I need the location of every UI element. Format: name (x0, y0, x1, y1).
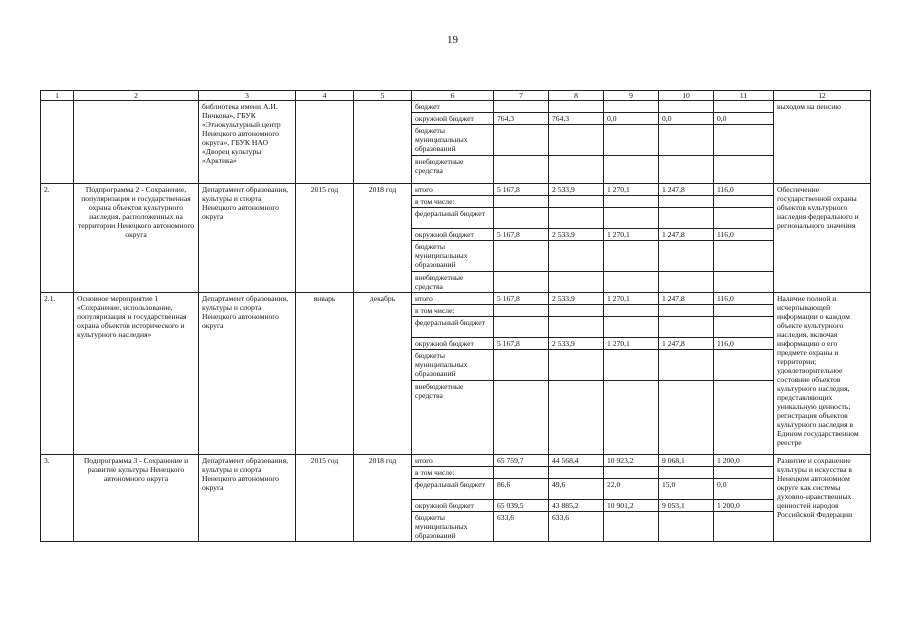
value-cell (494, 241, 549, 272)
value-cell: 1 247,8 (659, 338, 714, 350)
value-cell: 1 270,1 (604, 338, 659, 350)
column-number: 3 (199, 91, 296, 101)
value-cell (659, 512, 714, 542)
value-cell (494, 381, 549, 455)
value-cell (659, 272, 714, 293)
value-cell (714, 350, 774, 381)
value-cell: 86,6 (494, 479, 549, 500)
value-cell: 1 200,0 (714, 500, 774, 512)
row-number: 3. (41, 455, 74, 542)
value-cell: 1 270,1 (604, 229, 659, 241)
value-cell: 1 247,8 (659, 293, 714, 305)
value-cell (659, 467, 714, 479)
executor-cell: Департамент образования, культуры и спорта Ненецкого автономного округа (199, 184, 296, 293)
value-cell (549, 208, 604, 229)
funding-source: в том числе: (412, 467, 494, 479)
value-cell (714, 467, 774, 479)
value-cell (604, 467, 659, 479)
value-cell: 116,0 (714, 184, 774, 196)
value-cell: 10 901,2 (604, 500, 659, 512)
value-cell (604, 101, 659, 113)
value-cell (549, 156, 604, 184)
funding-source: в том числе: (412, 196, 494, 208)
value-cell (659, 317, 714, 338)
start-date: 2015 год (296, 455, 354, 542)
expected-result: выходом на пенсию (774, 101, 871, 184)
value-cell: 44 568,4 (549, 455, 604, 467)
column-number: 11 (714, 91, 774, 101)
value-cell: 1 247,8 (659, 184, 714, 196)
funding-source: бюджеты муниципальных образований (412, 350, 494, 381)
value-cell: 5 167,8 (494, 338, 549, 350)
value-cell (604, 317, 659, 338)
value-cell (604, 208, 659, 229)
value-cell (604, 241, 659, 272)
value-cell (659, 305, 714, 317)
value-cell (714, 305, 774, 317)
value-cell: 15,0 (659, 479, 714, 500)
value-cell (604, 272, 659, 293)
value-cell (549, 196, 604, 208)
value-cell: 1 270,1 (604, 184, 659, 196)
value-cell: 633,6 (494, 512, 549, 542)
end-date: декабрь (354, 293, 412, 455)
funding-source: внебюджетные средства (412, 156, 494, 184)
item-name (74, 101, 199, 184)
value-cell (494, 272, 549, 293)
value-cell: 2 533,9 (549, 184, 604, 196)
value-cell (714, 156, 774, 184)
column-number-row (41, 91, 871, 101)
value-cell: 9 068,1 (659, 455, 714, 467)
value-cell: 5 167,8 (494, 229, 549, 241)
value-cell (494, 350, 549, 381)
column-number: 12 (774, 91, 871, 101)
funding-source: федеральный бюджет (412, 317, 494, 338)
value-cell (549, 125, 604, 156)
value-cell (549, 381, 604, 455)
value-cell (549, 350, 604, 381)
funding-source: бюджеты муниципальных образований (412, 125, 494, 156)
item-name: Подпрограмма 2 - Сохранение, популяризация и государственная охрана объектов культурного наследия, расположенных на территории Ненецкого автономного округа (74, 184, 199, 293)
value-cell: 5 167,8 (494, 293, 549, 305)
funding-source: в том числе: (412, 305, 494, 317)
value-cell (494, 467, 549, 479)
value-cell (604, 512, 659, 542)
column-number: 8 (549, 91, 604, 101)
value-cell: 5 167,8 (494, 184, 549, 196)
value-cell: 65 039,5 (494, 500, 549, 512)
value-cell: 116,0 (714, 338, 774, 350)
value-cell (714, 381, 774, 455)
value-cell (494, 305, 549, 317)
value-cell (604, 156, 659, 184)
end-date: 2018 год (354, 184, 412, 293)
table-row (41, 101, 871, 113)
funding-source: бюджеты муниципальных образований (412, 512, 494, 542)
value-cell (604, 196, 659, 208)
executor-cell: библиотека имени А.И. Пичкова», ГБУК «Этнокультурный центр Ненецкого автономного округа», ГБУК НАО «Дворец культуры «Арктика» (199, 101, 296, 184)
table-row (41, 184, 871, 196)
row-number (41, 101, 74, 184)
value-cell: 49,6 (549, 479, 604, 500)
funding-source: итого (412, 455, 494, 467)
value-cell: 0,0 (604, 113, 659, 125)
value-cell: 2 533,9 (549, 229, 604, 241)
expected-result: Наличие полной и исчерпывающей информации о каждом объекте культурного наследия, включая информацию о его предмете охраны и территории; удовлетворительное состояние объектов культурного наследия, представляющих уникальную ценность; регистрация объектов культурного наследия в Едином государственном реестре (774, 293, 871, 455)
item-name: Основное мероприятие 1 «Сохранение, использование, популяризация и государственная охрана объектов исторического и культурного наследия» (74, 293, 199, 455)
end-date (354, 101, 412, 184)
executor-cell: Департамент образования, культуры и спорта Ненецкого автономного округа (199, 293, 296, 455)
value-cell: 65 759,7 (494, 455, 549, 467)
value-cell (494, 125, 549, 156)
value-cell (659, 381, 714, 455)
value-cell (549, 272, 604, 293)
value-cell: 116,0 (714, 293, 774, 305)
value-cell (494, 317, 549, 338)
value-cell: 10 923,2 (604, 455, 659, 467)
value-cell (659, 241, 714, 272)
column-number: 9 (604, 91, 659, 101)
column-number: 4 (296, 91, 354, 101)
value-cell (659, 125, 714, 156)
column-number: 2 (74, 91, 199, 101)
column-number: 7 (494, 91, 549, 101)
value-cell (659, 101, 714, 113)
value-cell: 1 200,0 (714, 455, 774, 467)
funding-source: федеральный бюджет (412, 479, 494, 500)
item-name: Подпрограмма 3 - Сохранение и развитие культуры Ненецкого автономного округа (74, 455, 199, 542)
start-date (296, 101, 354, 184)
executor-cell: Департамент образования, культуры и спорта Ненецкого автономного округа (199, 455, 296, 542)
value-cell (604, 381, 659, 455)
value-cell (604, 350, 659, 381)
value-cell (494, 196, 549, 208)
funding-source: внебюджетные средства (412, 272, 494, 293)
funding-source: внебюджетные средства (412, 381, 494, 455)
value-cell (714, 317, 774, 338)
value-cell: 43 885,2 (549, 500, 604, 512)
start-date: январь (296, 293, 354, 455)
funding-source: федеральный бюджет (412, 208, 494, 229)
column-number: 5 (354, 91, 412, 101)
funding-source: окружной бюджет (412, 338, 494, 350)
column-number: 6 (412, 91, 494, 101)
row-number: 2.1. (41, 293, 74, 455)
value-cell (494, 101, 549, 113)
value-cell (659, 208, 714, 229)
funding-source: окружной бюджет (412, 500, 494, 512)
funding-source: окружной бюджет (412, 229, 494, 241)
value-cell: 0,0 (659, 113, 714, 125)
column-number: 1 (41, 91, 74, 101)
value-cell: 764,3 (549, 113, 604, 125)
column-number: 10 (659, 91, 714, 101)
value-cell: 116,0 (714, 229, 774, 241)
value-cell (659, 156, 714, 184)
value-cell (714, 101, 774, 113)
value-cell: 9 053,1 (659, 500, 714, 512)
page-number: 19 (447, 34, 458, 46)
value-cell (494, 208, 549, 229)
value-cell (549, 467, 604, 479)
expected-result: Обеспечение государственной охраны объектов культурного наследия федерального и регионального значения (774, 184, 871, 293)
value-cell: 1 270,1 (604, 293, 659, 305)
expected-result: Развитие и сохранение культуры и искусства в Ненецком автономном округе как системы духовно-нравственных ценностей народов Российской Федерации (774, 455, 871, 542)
value-cell (494, 156, 549, 184)
value-cell (604, 305, 659, 317)
value-cell (714, 125, 774, 156)
value-cell: 2 533,9 (549, 293, 604, 305)
funding-source: бюджет (412, 101, 494, 113)
funding-source: бюджеты муниципальных образований (412, 241, 494, 272)
funding-source: итого (412, 184, 494, 196)
value-cell: 633,6 (549, 512, 604, 542)
value-cell: 764,3 (494, 113, 549, 125)
value-cell: 2 533,9 (549, 338, 604, 350)
value-cell (659, 350, 714, 381)
program-table (40, 90, 871, 542)
row-number: 2. (41, 184, 74, 293)
value-cell: 22,0 (604, 479, 659, 500)
end-date: 2018 год (354, 455, 412, 542)
value-cell (714, 241, 774, 272)
value-cell: 0,0 (714, 479, 774, 500)
value-cell (549, 241, 604, 272)
value-cell (604, 125, 659, 156)
value-cell (714, 272, 774, 293)
value-cell (549, 305, 604, 317)
table-row (41, 455, 871, 467)
value-cell (549, 101, 604, 113)
funding-source: итого (412, 293, 494, 305)
value-cell (659, 196, 714, 208)
value-cell (714, 196, 774, 208)
start-date: 2015 год (296, 184, 354, 293)
funding-source: окружной бюджет (412, 113, 494, 125)
value-cell: 0,0 (714, 113, 774, 125)
value-cell (714, 512, 774, 542)
value-cell (714, 208, 774, 229)
table-row (41, 293, 871, 305)
value-cell (549, 317, 604, 338)
value-cell: 1 247,8 (659, 229, 714, 241)
